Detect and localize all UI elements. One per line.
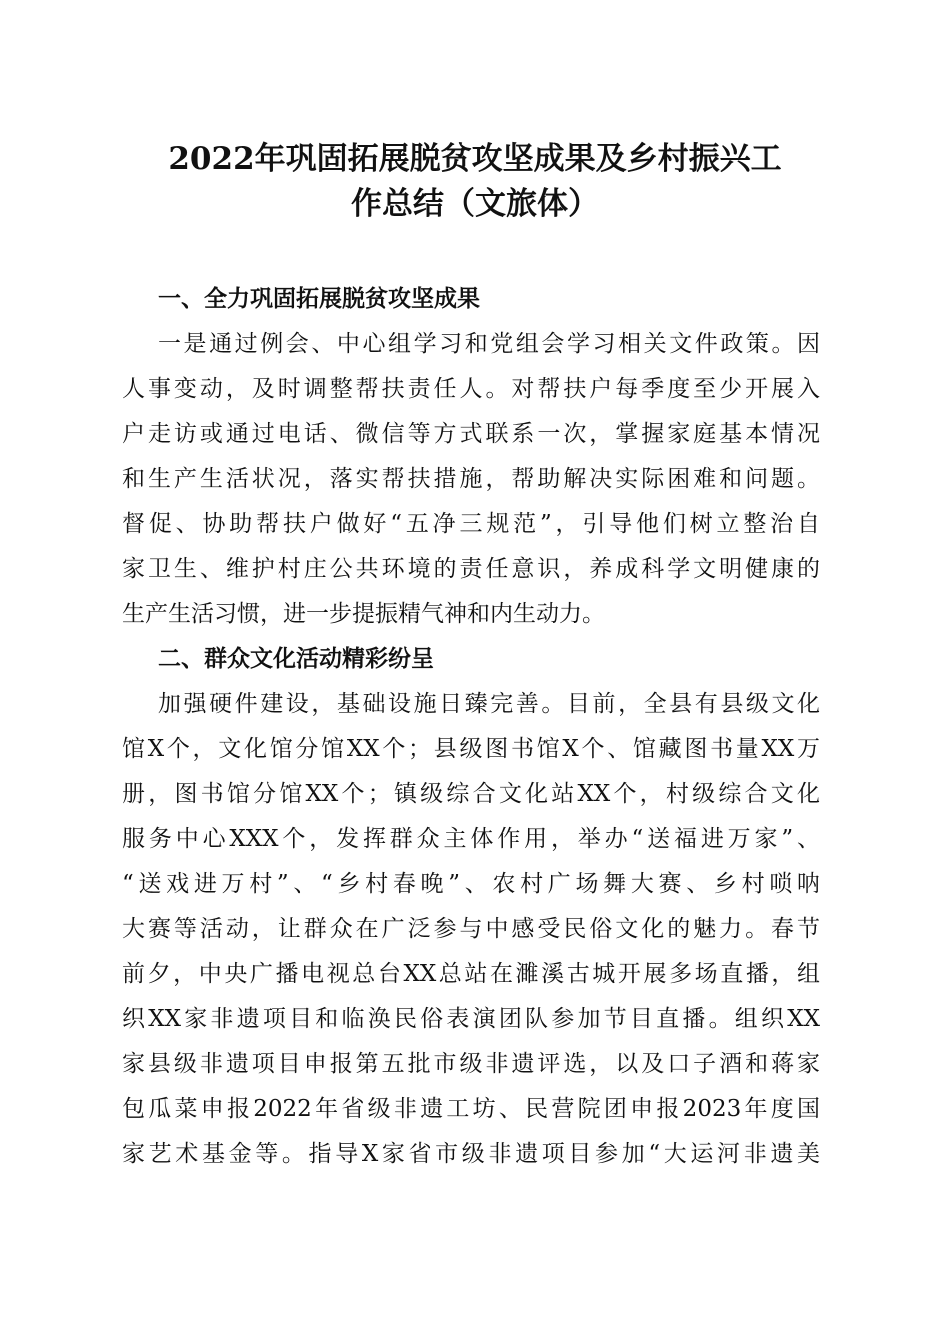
paragraph-line: 督促、协助帮扶户做好“五净三规范”，引导他们树立整治自 [122,511,820,537]
paragraph-line: 加强硬件建设，基础设施日臻完善。目前，全县有县级文化 [158,691,820,717]
paragraph-line: 包瓜菜申报2022年省级非遗工坊、民营院团申报2023年度国 [122,1096,820,1122]
section-heading: 二、群众文化活动精彩纷呈 [158,646,434,672]
document-title [0,137,950,227]
title-line-2: 作总结（文旅体） [351,186,599,222]
paragraph-line: 册，图书馆分馆XX个；镇级综合文化站XX个，村级综合文化 [122,781,820,807]
paragraph-line: 织XX家非遗项目和临涣民俗表演团队参加节目直播。组织XX [122,1006,820,1032]
paragraph-line: 家县级非遗项目申报第五批市级非遗评选，以及口子酒和蒋家 [122,1051,820,1077]
paragraph-line: 馆X个，文化馆分馆XX个；县级图书馆X个、馆藏图书量XX万 [122,736,820,762]
section-heading: 一、全力巩固拓展脱贫攻坚成果 [158,286,480,312]
paragraph-line: 一是通过例会、中心组学习和党组会学习相关文件政策。因 [158,331,820,357]
paragraph-line: 户走访或通过电话、微信等方式联系一次，掌握家庭基本情况 [122,421,820,447]
paragraph-line: 前夕，中央广播电视总台XX总站在濉溪古城开展多场直播，组 [122,961,820,987]
title-line-1: 2022年巩固拓展脱贫攻坚成果及乡村振兴工 [168,141,782,177]
document-body [122,277,820,1177]
paragraph-line: 和生产生活状况，落实帮扶措施，帮助解决实际困难和问题。 [122,466,820,492]
paragraph-line: 生产生活习惯，进一步提振精气神和内生动力。 [122,601,605,627]
paragraph-line: 家卫生、维护村庄公共环境的责任意识，养成科学文明健康的 [122,556,820,582]
paragraph-line: 服务中心XXX个，发挥群众主体作用，举办“送福进万家”、 [122,826,820,852]
paragraph-line: 人事变动，及时调整帮扶责任人。对帮扶户每季度至少开展入 [122,376,820,402]
paragraph-line: 大赛等活动，让群众在广泛参与中感受民俗文化的魅力。春节 [122,916,820,942]
paragraph-line: “送戏进万村”、“乡村春晚”、农村广场舞大赛、乡村唢呐 [122,871,820,897]
paragraph-line: 家艺术基金等。指导X家省市级非遗项目参加“大运河非遗美 [122,1141,820,1167]
